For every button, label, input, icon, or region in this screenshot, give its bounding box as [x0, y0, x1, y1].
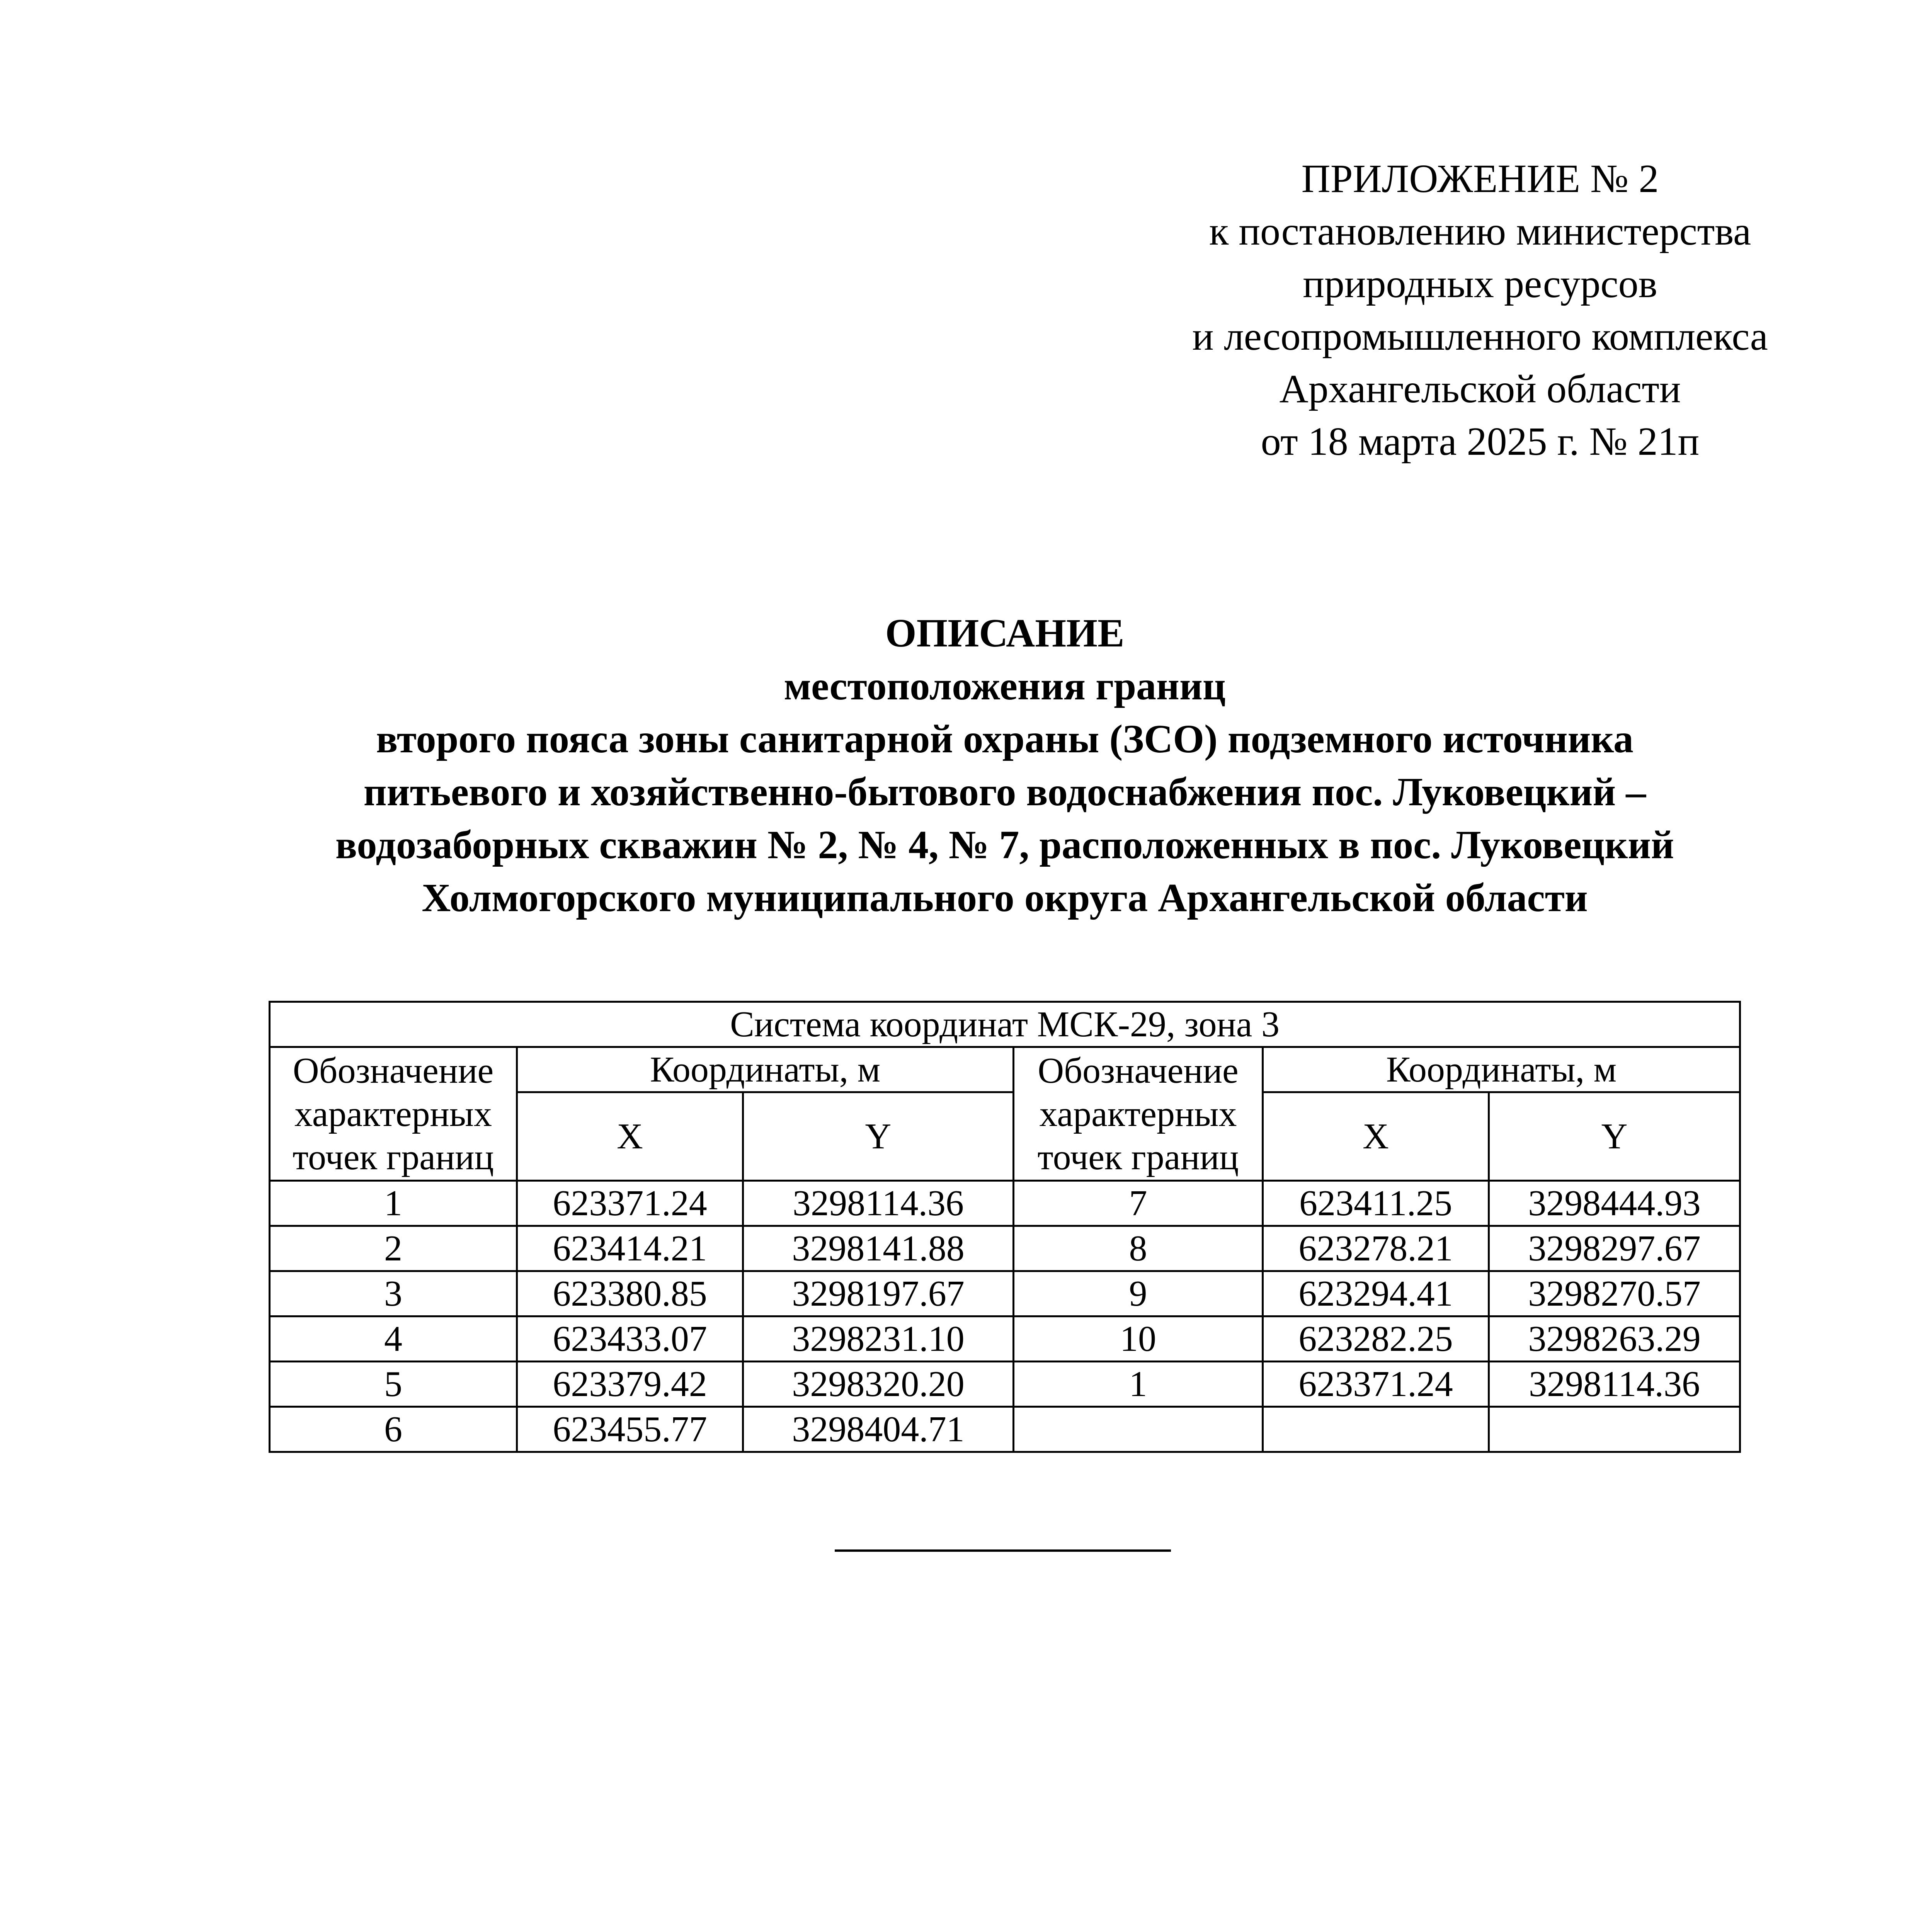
point-number: 4	[270, 1316, 517, 1362]
y-value: 3298270.57	[1489, 1271, 1740, 1316]
point-number: 6	[270, 1407, 517, 1452]
table-row	[270, 1407, 1740, 1452]
point-label-header: Обозначение характерных точек границ	[1014, 1047, 1263, 1181]
point-number: 9	[1014, 1271, 1263, 1316]
end-divider	[835, 1549, 1171, 1552]
x-value: 623282.25	[1263, 1316, 1489, 1362]
y-value: 3298197.67	[743, 1271, 1014, 1316]
table-caption-row	[270, 1002, 1740, 1047]
point-number: 10	[1014, 1316, 1263, 1362]
y-value: 3298114.36	[1489, 1362, 1740, 1407]
y-header: Y	[743, 1092, 1014, 1181]
point-number: 2	[270, 1226, 517, 1271]
table-row	[270, 1271, 1740, 1316]
x-value: 623371.24	[517, 1181, 743, 1226]
x-value: 623294.41	[1263, 1271, 1489, 1316]
title-heading: ОПИСАНИЕ	[885, 611, 1125, 655]
table-row	[270, 1362, 1740, 1407]
appendix-line: к постановлению министерства	[1209, 209, 1751, 253]
title-line: Холмогорского муниципального округа Архангельской области	[422, 876, 1588, 920]
table-header-row	[270, 1047, 1740, 1092]
point-number: 8	[1014, 1226, 1263, 1271]
x-header: X	[1263, 1092, 1489, 1181]
table-row	[270, 1226, 1740, 1271]
appendix-line: природных ресурсов	[1303, 262, 1657, 306]
appendix-line: Архангельской области	[1279, 367, 1681, 411]
coords-header: Координаты, м	[517, 1047, 1014, 1092]
table-row	[270, 1316, 1740, 1362]
x-value	[1263, 1407, 1489, 1452]
y-value: 3298141.88	[743, 1226, 1014, 1271]
y-value: 3298297.67	[1489, 1226, 1740, 1271]
x-value: 623455.77	[517, 1407, 743, 1452]
x-value: 623371.24	[1263, 1362, 1489, 1407]
appendix-date: от 18 марта 2025 г. № 21п	[1261, 419, 1700, 464]
y-value: 3298231.10	[743, 1316, 1014, 1362]
y-value: 3298263.29	[1489, 1316, 1740, 1362]
x-value: 623411.25	[1263, 1181, 1489, 1226]
document-title	[193, 607, 1816, 924]
y-value: 3298320.20	[743, 1362, 1014, 1407]
point-number: 1	[270, 1181, 517, 1226]
title-line: водозаборных скважин № 2, № 4, № 7, расположенных в пос. Луковецкий	[335, 823, 1674, 867]
point-label-header: Обозначение характерных точек границ	[270, 1047, 517, 1181]
coordinate-system: Система координат МСК-29, зона 3	[270, 1002, 1740, 1047]
point-number: 3	[270, 1271, 517, 1316]
x-value: 623379.42	[517, 1362, 743, 1407]
title-line: местоположения границ	[784, 664, 1226, 708]
x-value: 623278.21	[1263, 1226, 1489, 1271]
y-value: 3298404.71	[743, 1407, 1014, 1452]
title-line: питьевого и хозяйственно-бытового водоснабжения пос. Луковецкий –	[363, 770, 1646, 814]
x-value: 623414.21	[517, 1226, 743, 1271]
y-value	[1489, 1407, 1740, 1452]
appendix-line: и лесопромышленного комплекса	[1192, 314, 1768, 359]
title-line: второго пояса зоны санитарной охраны (ЗСО) подземного источника	[376, 717, 1634, 761]
appendix-title: ПРИЛОЖЕНИЕ № 2	[1301, 156, 1659, 201]
appendix-block	[1144, 153, 1816, 468]
y-header: Y	[1489, 1092, 1740, 1181]
x-value: 623380.85	[517, 1271, 743, 1316]
point-number	[1014, 1407, 1263, 1452]
y-value: 3298444.93	[1489, 1181, 1740, 1226]
coords-header: Координаты, м	[1263, 1047, 1740, 1092]
y-value: 3298114.36	[743, 1181, 1014, 1226]
x-header: X	[517, 1092, 743, 1181]
x-value: 623433.07	[517, 1316, 743, 1362]
point-number: 7	[1014, 1181, 1263, 1226]
table-row	[270, 1181, 1740, 1226]
point-number: 1	[1014, 1362, 1263, 1407]
coordinates-table	[269, 1001, 1741, 1453]
point-number: 5	[270, 1362, 517, 1407]
